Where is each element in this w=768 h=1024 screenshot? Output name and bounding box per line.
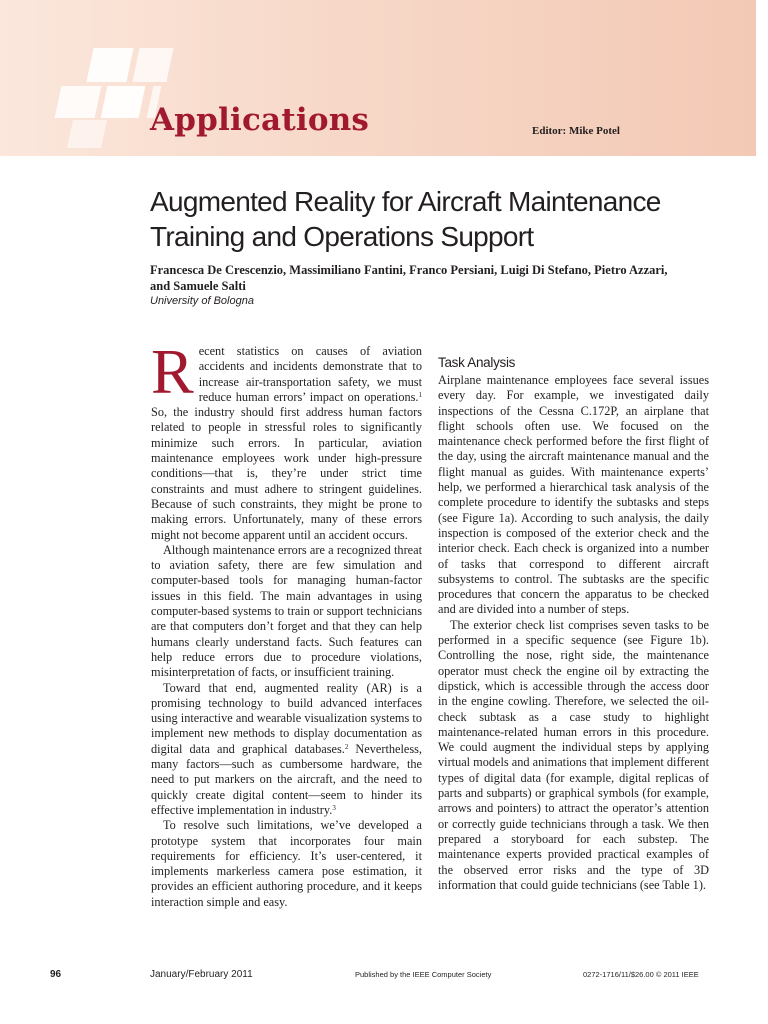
article-title: Augmented Reality for Aircraft Maintenance Training and Operations Support xyxy=(150,186,661,252)
left-column xyxy=(151,336,422,910)
issue-date: January/February 2011 xyxy=(150,969,253,980)
copyright-code: 0272-1716/11/$26.00 © 2011 IEEE xyxy=(583,970,699,979)
header-banner xyxy=(0,0,756,156)
page-number: 96 xyxy=(50,969,62,980)
paragraph xyxy=(151,336,422,543)
paragraph-text: So, the industry should first address human factors related to people in stressful roles to significantly minimize such errors. In particular, aviation maintenance employees work under high-pressure conditions—that is, they’re under strict time constraints and must adhere to stringent guidelines. Because of such constraints, they might be prone to making errors. Unfortunately, many of these errors might not become apparent until an accident occurs. xyxy=(151,405,422,542)
decorative-tile xyxy=(101,86,146,118)
drop-cap: R xyxy=(151,336,194,407)
paragraph-text: Toward that end, augmented reality (AR) is a promising technology to build advanced interfaces using interactive and wearable visualization systems to implement new methods to display documentation as digital data and graphical databases. xyxy=(151,680,422,756)
paragraph: Airplane maintenance employees face several issues every day. For example, we investigated daily inspections of the Cessna C.172P, an airplane that flight schools often use. We focused on the maintenance check performed before the first flight of the day, using the aircraft maintenance manual and the flight manual as guides. With maintenance experts’ help, we performed a hierarchical task analysis of the complete procedure to identify the subtasks and steps (see Figure 1a). According to such analysis, the daily inspection is composed of the exterior check and the interior check. Each check is organized into a number of tasks that correspond to different aircraft subsystems to control. The subtasks are the specific procedures that concern the apparatus to be checked and are divided into a number of steps. xyxy=(438,373,709,617)
right-column xyxy=(438,344,709,893)
decorative-tile xyxy=(86,48,133,82)
affiliation: University of Bologna xyxy=(150,295,254,307)
paragraph-text: Nevertheless, many factors—such as cumbersome hardware, the need to put markers on the aircraft, and the need to quickly create digital content—seem to hinder its effective implementation in industry. xyxy=(151,741,422,817)
decorative-tile xyxy=(55,86,102,118)
reference-marker[interactable]: 2 xyxy=(344,742,349,751)
paragraph: The exterior check list comprises seven tasks to be performed in a specific sequence (see Figure 1b). Controlling the nose, right side, the maintenance operator must check the engine oil by extracting the dipstick, which is accessible through the access door in the engine cowling. Therefore, we selected the oil-check subtask as a case study to highlight maintenance-related human errors in this procedure. We could augment the individual steps by applying virtual models and animations that implement different types of digital data (for example, digital replicas of parts and subparts) or graphical symbols (for example, arrows and pointers) to attract the operator’s attention or correctly guide technicians through a task. We then prepared a storyboard for each substep. The maintenance experts provided practical examples of the observed error risks and the type of 3D information that could guide technicians (see Table 1). xyxy=(438,617,709,892)
paragraph: Although maintenance errors are a recognized threat to aviation safety, there are few simulation and computer-based tools for managing human-factor issues in this field. The main advantages in using computer-based systems to train or support technicians are that computers don’t forget and that they can help humans clearly understand facts. Such features can help reduce errors due to procedure violations, misinterpretation of facts, or insufficient training. xyxy=(151,542,422,680)
reference-marker[interactable]: 3 xyxy=(332,803,336,812)
author-list: Francesca De Crescenzio, Massimiliano Fantini, Franco Persiani, Luigi Di Stefano, Pietro Azzari, and Samuele Salti xyxy=(150,263,668,293)
decorative-tile xyxy=(132,48,173,82)
paragraph xyxy=(151,681,422,819)
paragraph: To resolve such limitations, we’ve developed a prototype system that incorporates four main requirements for efficiency. It’s user-centered, it implements markerless camera pose estimation, it provides an efficient authoring procedure, and it keeps interaction simple and easy. xyxy=(151,818,422,909)
decorative-tile xyxy=(67,120,107,148)
paragraph-text: ecent statistics on causes of aviation accidents and incidents demonstrate that to increase air-transportation safety, we must reduce human errors’ impact on operations. xyxy=(198,344,422,404)
editor-credit: Editor: Mike Potel xyxy=(532,125,620,137)
reference-marker[interactable]: 1 xyxy=(418,390,422,399)
subsection-heading: Task Analysis xyxy=(438,355,516,370)
section-title: Applications xyxy=(150,102,370,138)
publisher-line: Published by the IEEE Computer Society xyxy=(355,970,492,979)
